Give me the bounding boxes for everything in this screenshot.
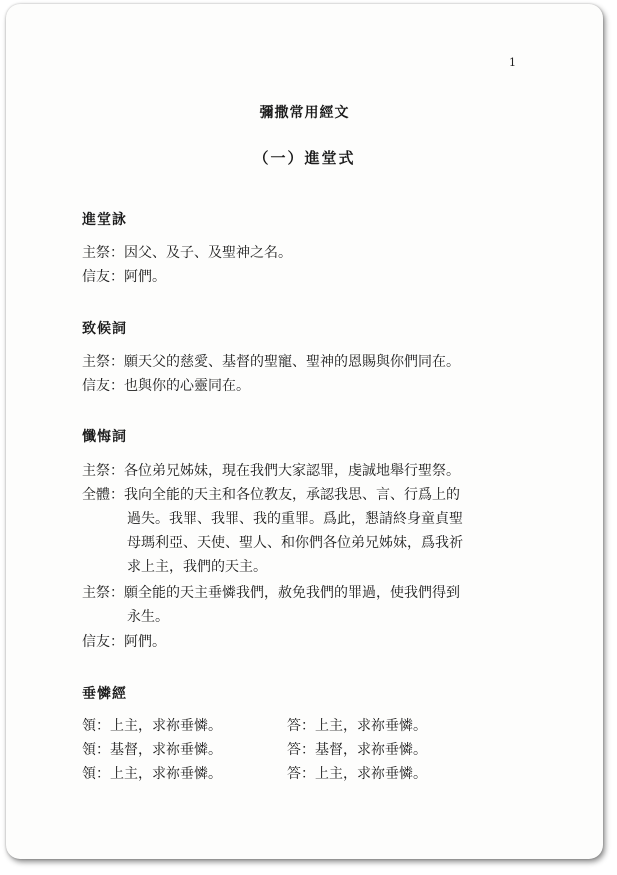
speaker-label: 主祭 <box>82 354 110 370</box>
penitential-celebrant-2-line-2: 永生。 <box>127 609 169 625</box>
colon: ： <box>110 378 124 394</box>
colon: ： <box>110 634 124 650</box>
speaker-label: 信友 <box>82 634 110 650</box>
section-title: （一）進堂式 <box>253 149 356 167</box>
kyrie-lead-1: 領：上主，求祢垂憐。 <box>82 718 222 734</box>
speaker-label: 信友 <box>82 269 110 285</box>
colon: ： <box>110 585 124 601</box>
penitential-all-line-2: 過失。我罪、我罪、我的重罪。爲此，懇請終身童貞聖 <box>127 511 463 527</box>
penitential-act-heading: 懺悔詞 <box>82 429 127 445</box>
kyrie-heading: 垂憐經 <box>82 686 127 702</box>
speaker-label: 信友 <box>82 378 110 394</box>
colon: ： <box>110 463 124 479</box>
penitential-line-faithful <box>82 630 166 654</box>
colon: ： <box>110 354 124 370</box>
line-text: 阿們。 <box>124 634 166 650</box>
colon: ： <box>110 487 124 503</box>
entrance-hymn-heading: 進堂詠 <box>82 212 127 228</box>
line-text: 願全能的天主垂憐我們，赦免我們的罪過，使我們得到 <box>124 585 460 601</box>
speaker-label: 主祭 <box>82 245 110 261</box>
penitential-line-all <box>82 483 460 507</box>
line-text: 因父、及子、及聖神之名。 <box>124 245 292 261</box>
line-text: 我向全能的天主和各位教友，承認我思、言、行爲上的 <box>124 487 460 503</box>
penitential-line-celebrant-2 <box>82 581 460 605</box>
greeting-line-celebrant <box>82 350 460 374</box>
kyrie-lead-3: 領：上主，求祢垂憐。 <box>82 766 222 782</box>
penitential-all-line-3: 母瑪利亞、天使、聖人、和你們各位弟兄姊妹，爲我祈 <box>127 535 463 551</box>
colon: ： <box>110 245 124 261</box>
penitential-line-celebrant <box>82 459 460 483</box>
line-text: 願天父的慈愛、基督的聖寵、聖神的恩賜與你們同在。 <box>124 354 460 370</box>
document-page <box>6 4 603 859</box>
kyrie-response-1: 答：上主，求祢垂憐。 <box>287 718 427 734</box>
line-text: 也與你的心靈同在。 <box>124 378 250 394</box>
greeting-heading: 致候詞 <box>82 321 127 337</box>
document-title: 彌撒常用經文 <box>259 105 350 121</box>
penitential-all-line-4: 求上主，我們的天主。 <box>127 559 267 575</box>
line-text: 各位弟兄姊妹，現在我們大家認罪，虔誠地舉行聖祭。 <box>124 463 460 479</box>
page-number: 1 <box>509 56 516 69</box>
greeting-line-faithful <box>82 374 250 398</box>
entrance-hymn-line-faithful <box>82 265 166 289</box>
colon: ： <box>110 269 124 285</box>
kyrie-lead-2: 領：基督，求祢垂憐。 <box>82 742 222 758</box>
speaker-label: 主祭 <box>82 585 110 601</box>
line-text: 阿們。 <box>124 269 166 285</box>
speaker-label: 全體 <box>82 487 110 503</box>
kyrie-response-3: 答：上主，求祢垂憐。 <box>287 766 427 782</box>
kyrie-response-2: 答：基督，求祢垂憐。 <box>287 742 427 758</box>
speaker-label: 主祭 <box>82 463 110 479</box>
entrance-hymn-line-celebrant <box>82 241 292 265</box>
